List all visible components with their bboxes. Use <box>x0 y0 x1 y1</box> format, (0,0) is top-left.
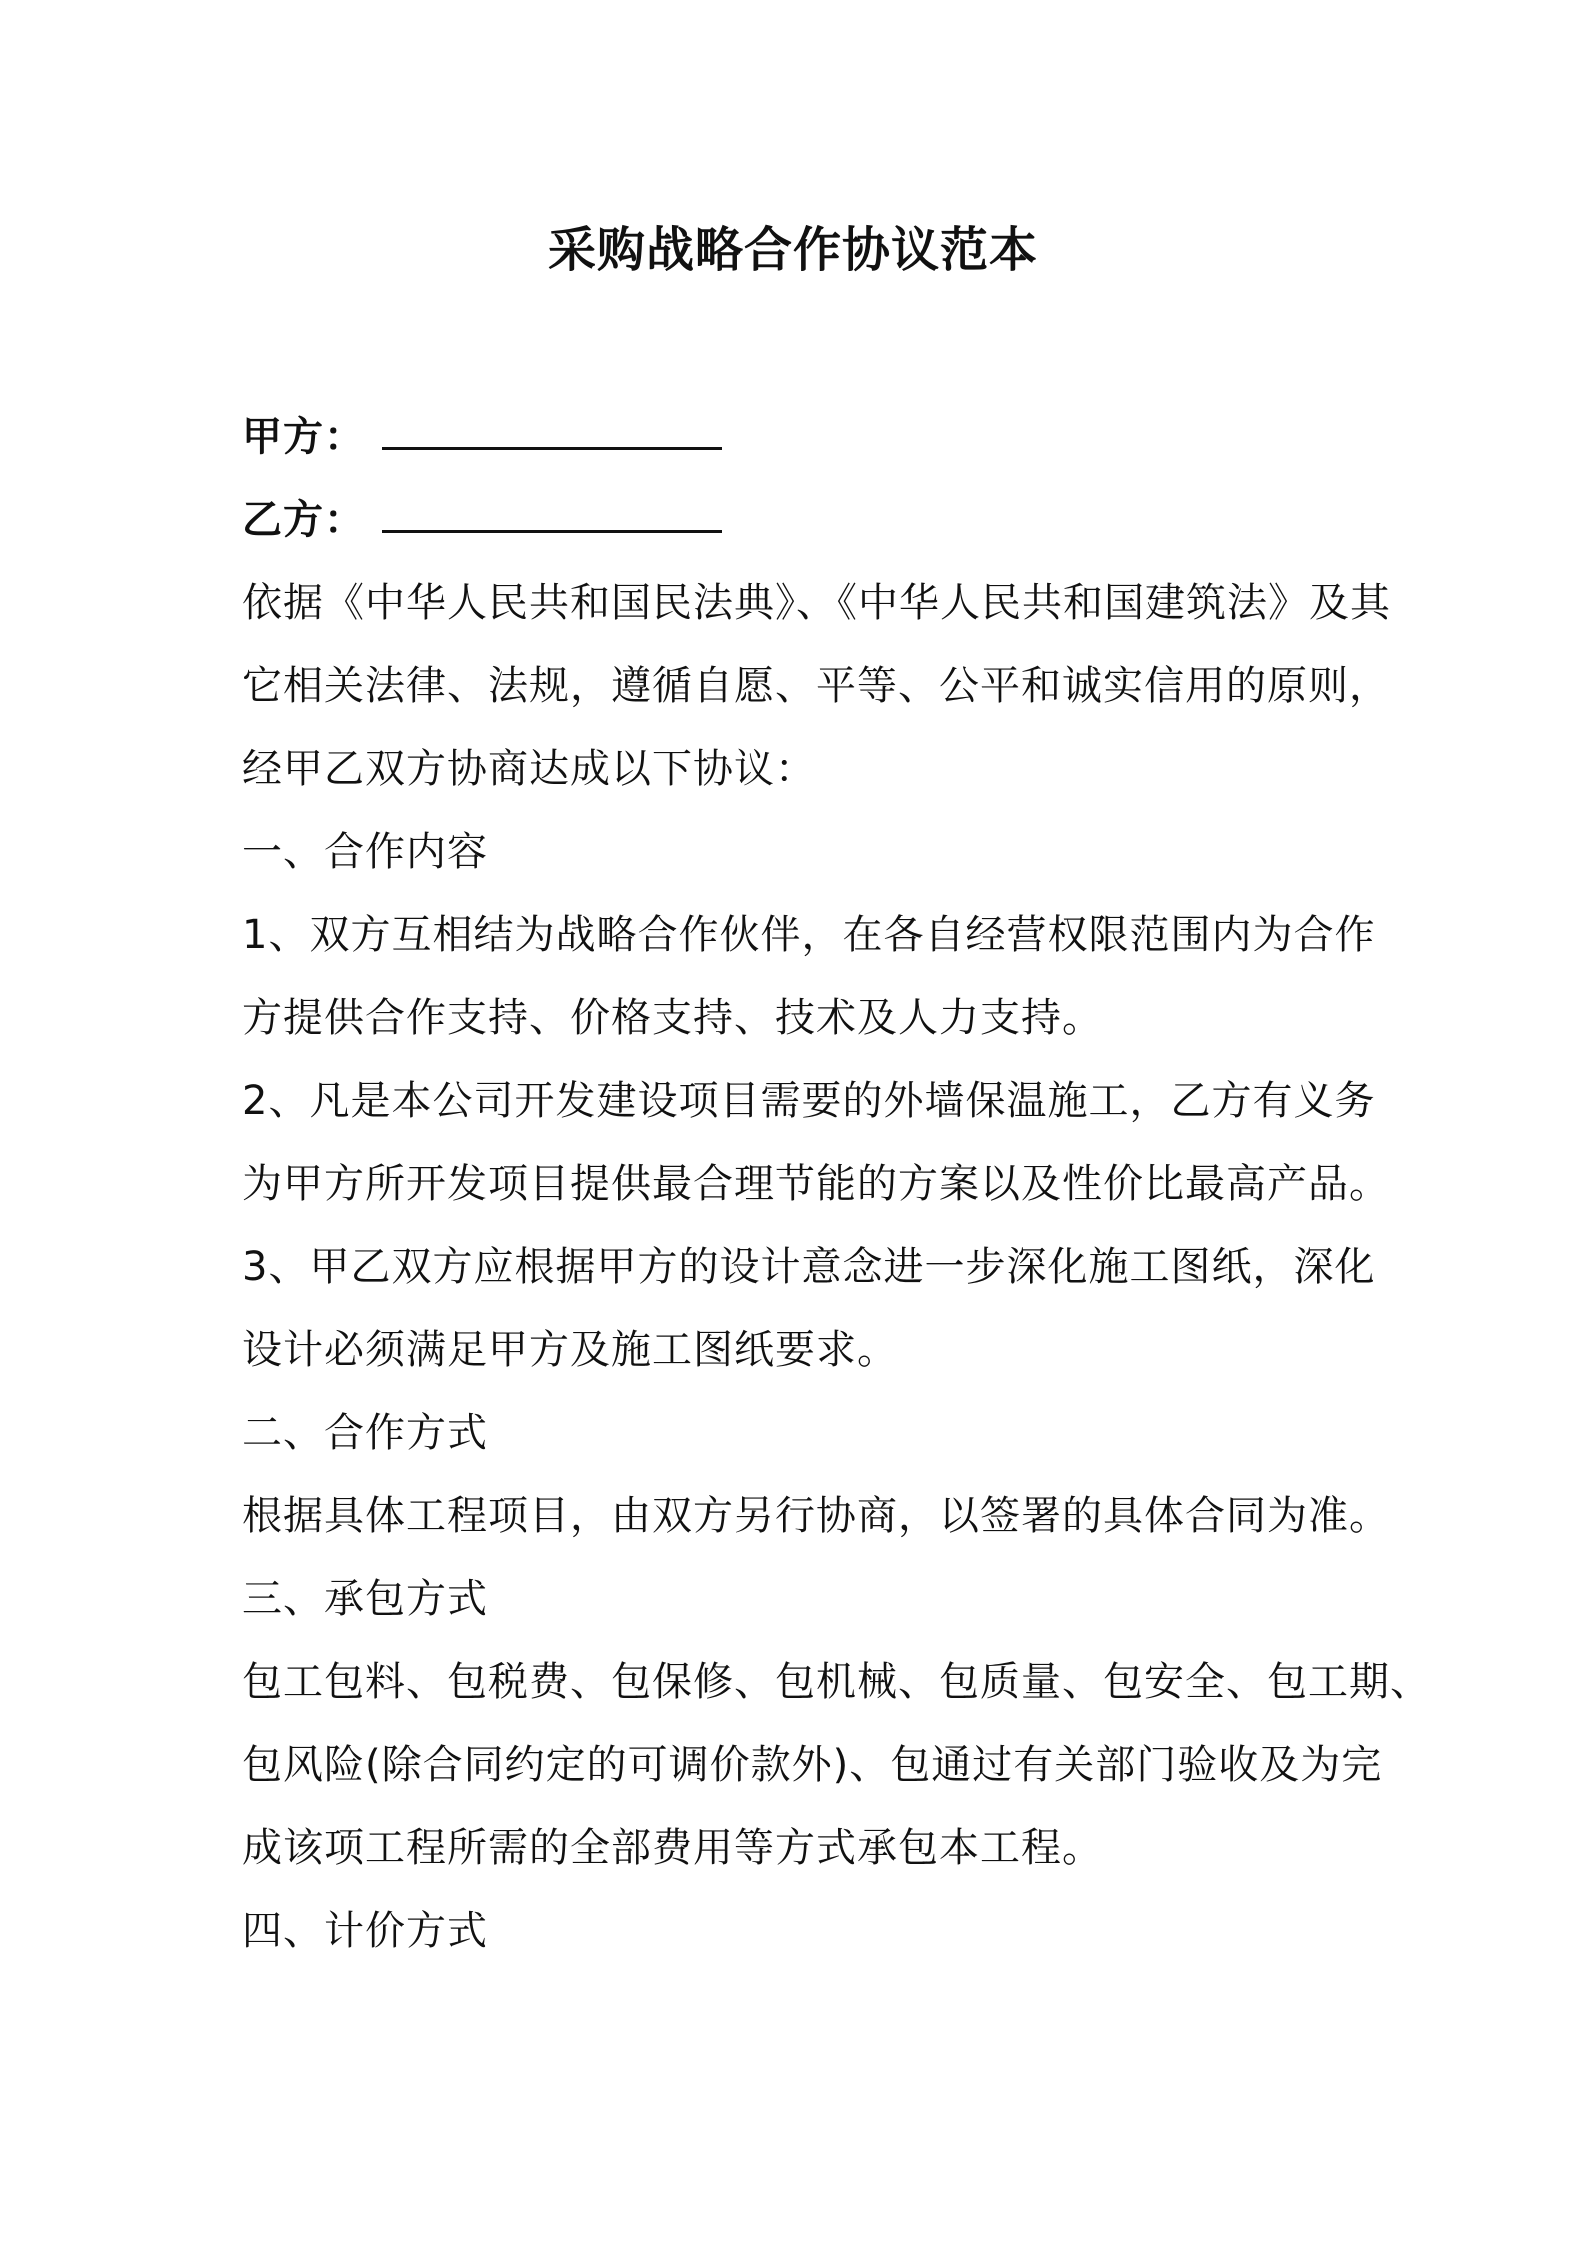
clause-line: 方提供合作支持、价格支持、技术及人力支持。 <box>242 995 1103 1041</box>
clause-line: 为甲方所开发项目提供最合理节能的方案以及性价比最高产品。 <box>242 1161 1390 1207</box>
clause-line: 2、凡是本公司开发建设项目需要的外墙保温施工，乙方有义务 <box>242 1078 1376 1124</box>
section-heading-cooperation-method: 二、合作方式 <box>242 1410 488 1456</box>
document-body <box>242 396 1431 1973</box>
party-b-blank-line <box>382 490 722 533</box>
preamble-line: 依据《中华人民共和国民法典》、《中华人民共和国建筑法》及其 <box>242 580 1391 626</box>
clause-line: 包风险(除合同约定的可调价款外)、包通过有关部门验收及为完 <box>242 1742 1383 1788</box>
clause-line: 根据具体工程项目，由双方另行协商，以签署的具体合同为准。 <box>242 1493 1390 1539</box>
party-a-label: 甲方： <box>242 414 365 460</box>
clause-line: 1、双方互相结为战略合作伙伴，在各自经营权限范围内为合作 <box>242 912 1376 958</box>
clause-line: 包工包料、包税费、包保修、包机械、包质量、包安全、包工期、 <box>242 1659 1431 1705</box>
preamble-line: 经甲乙双方协商达成以下协议： <box>242 746 816 792</box>
party-a-row <box>242 396 1362 479</box>
clause-line: 设计必须满足甲方及施工图纸要求。 <box>242 1327 898 1373</box>
party-a-blank-line <box>382 407 722 450</box>
preamble-line: 它相关法律、法规，遵循自愿、平等、公平和诚实信用的原则， <box>242 663 1390 709</box>
clause-line: 成该项工程所需的全部费用等方式承包本工程。 <box>242 1825 1103 1871</box>
party-b-row <box>242 479 1362 562</box>
document-title: 采购战略合作协议范本 <box>547 222 1038 278</box>
section-heading-contracting-method: 三、承包方式 <box>242 1576 488 1622</box>
section-heading-pricing-method: 四、计价方式 <box>242 1908 488 1954</box>
section-heading-cooperation-content: 一、合作内容 <box>242 829 488 875</box>
clause-line: 3、甲乙双方应根据甲方的设计意念进一步深化施工图纸，深化 <box>242 1244 1376 1290</box>
party-b-label: 乙方： <box>242 497 365 543</box>
